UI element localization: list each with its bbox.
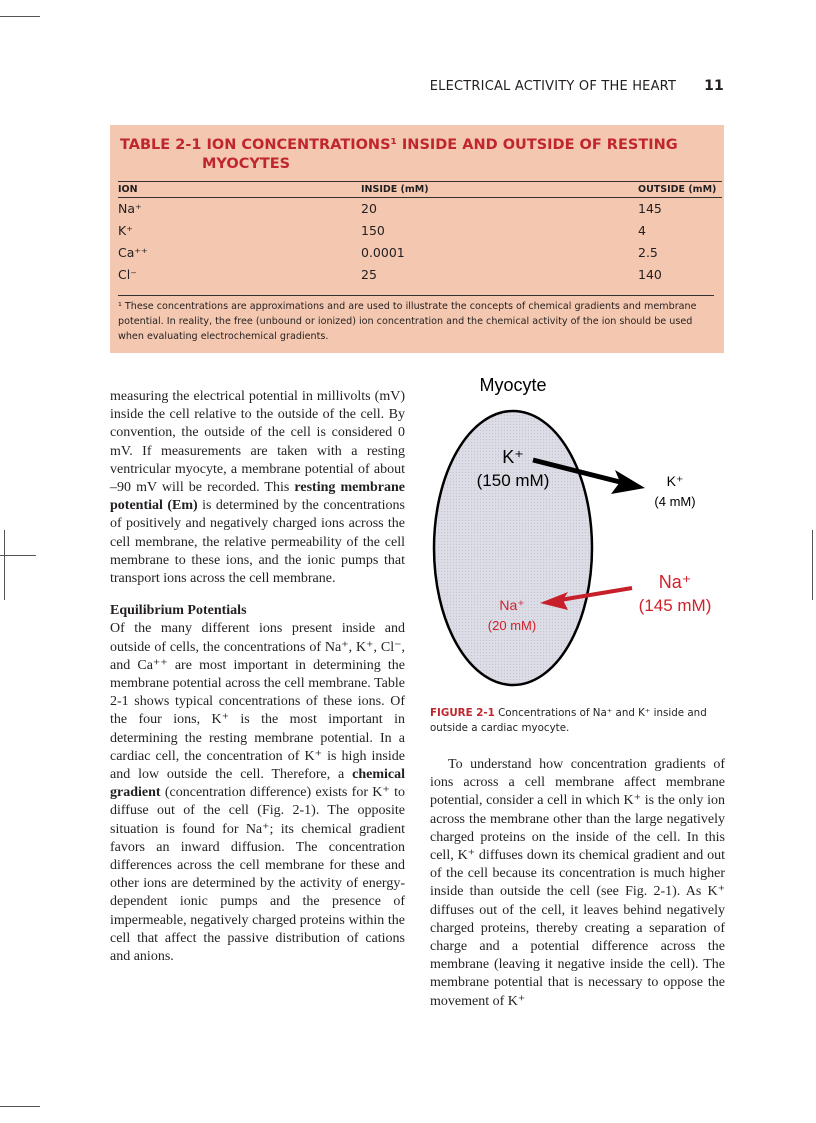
bold-term: chemical gradient bbox=[110, 767, 405, 801]
bold-term: resting membrane potential (Em) bbox=[110, 480, 405, 514]
cell: 150 bbox=[361, 223, 385, 238]
cell: K⁺ bbox=[118, 223, 133, 238]
column-header: ION bbox=[118, 182, 361, 198]
page-number: 11 bbox=[704, 78, 724, 94]
crop-mark bbox=[0, 555, 36, 556]
crop-mark bbox=[0, 1106, 40, 1107]
cell: Cl⁻ bbox=[118, 267, 137, 282]
text: measuring the electrical potential in millivolts (mV) inside the cell relative to the outside of the cell. By convention, the outside of the cell is considered 0 mV. If measurements are taken with a resting ventricular myocyte, a membrane potential of about –90 mV will be recorded. This bbox=[110, 389, 405, 496]
k-outside-label: K⁺ bbox=[666, 473, 684, 489]
k-outside-conc: (4 mM) bbox=[654, 494, 696, 509]
cell: 140 bbox=[638, 267, 662, 282]
table-title-line2: MYOCYTES bbox=[202, 156, 291, 172]
na-inside-label: Na⁺ bbox=[499, 597, 525, 613]
crop-mark bbox=[0, 16, 40, 17]
column-header: OUTSIDE (mM) bbox=[638, 182, 722, 198]
table-row bbox=[118, 220, 722, 242]
ion-concentration-table bbox=[110, 125, 724, 353]
table-row bbox=[118, 242, 722, 264]
table-footnote: ¹ These concentrations are approximations and are used to illustrate the concepts of chemical gradients and membrane potential. In reality, the free (unbound or ionized) ion concentration and the chemical activity of the ion should be used when evaluating electrochemical gradients. bbox=[118, 295, 714, 344]
paragraph bbox=[110, 620, 405, 966]
table-row bbox=[118, 198, 722, 221]
caption-label: FIGURE 2-1 bbox=[430, 707, 495, 719]
paragraph: To understand how concentration gradients of ions across a cell membrane affect membrane potential, consider a cell in which K⁺ is the only ion across the membrane other than the large negatively charged proteins on the inside of the cell. In this cell, K⁺ diffuses down its chemical gradient and out of the cell because its concentration is much higher inside than outside the cell (see Fig. 2-1). As K⁺ diffuses out of the cell, it leaves behind negatively charged proteins, thereby creating a separation of charge and a potential difference across the membrane (leaving it negative inside the cell). The membrane potential that is necessary to oppose the movement of K⁺ bbox=[430, 757, 725, 1009]
left-column bbox=[110, 388, 405, 966]
running-header bbox=[430, 78, 724, 94]
right-column bbox=[430, 756, 725, 1011]
cell: 145 bbox=[638, 201, 662, 216]
section-heading: Equilibrium Potentials bbox=[110, 603, 247, 619]
cell: 25 bbox=[361, 267, 377, 282]
k-inside-conc: (150 mM) bbox=[476, 471, 550, 490]
text: (concentration difference) exists for K⁺ to diffuse out of the cell (Fig. 2-1). The opposite situation is found for Na⁺; its chemical gradient favors an inward diffusion. The concentration differences across the cell membrane for these and other ions are determined by the activity of energy-dependent ionic pumps and the presence of impermeable, negatively charged proteins within the cell that affect the passive distribution of cations and anions. bbox=[110, 785, 405, 965]
cell: 4 bbox=[638, 223, 646, 238]
text: Of the many different ions present inside and outside of cells, the concentrations of Na⁺, K⁺, Cl⁻, and Ca⁺⁺ are most important in determining the membrane potential across the cell membrane. Table 2-1 shows typical concentrations of these ions. Of the four ions, K⁺ is the most important in determining the resting membrane potential. In a cardiac cell, the concentration of K⁺ is high inside and low outside the cell. Therefore, a bbox=[110, 621, 405, 783]
table-title-line1: TABLE 2-1 ION CONCENTRATIONS¹ INSIDE AND OUTSIDE OF RESTING bbox=[120, 137, 678, 153]
crop-mark bbox=[4, 530, 5, 600]
cell: Na⁺ bbox=[118, 201, 142, 216]
column-header: INSIDE (mM) bbox=[361, 182, 638, 198]
na-outside-label: Na⁺ bbox=[658, 572, 692, 592]
running-title: ELECTRICAL ACTIVITY OF THE HEART bbox=[429, 79, 677, 94]
na-outside-conc: (145 mM) bbox=[638, 596, 712, 615]
cell: 20 bbox=[361, 201, 377, 216]
table-title bbox=[120, 136, 710, 174]
table-body bbox=[118, 181, 722, 286]
table-row bbox=[118, 264, 722, 286]
figure-title: Myocyte bbox=[479, 375, 547, 395]
k-inside-label: K⁺ bbox=[502, 447, 524, 467]
na-inside-conc: (20 mM) bbox=[487, 618, 537, 633]
myocyte-figure bbox=[420, 370, 730, 690]
text: is determined by the concentrations of positively and negatively charged ions across the cell membrane, the relative permeability of the cell membrane to these ions, and the ionic pumps that transport ions across the cell membrane. bbox=[110, 498, 405, 587]
cell: 0.0001 bbox=[361, 245, 405, 260]
figure-caption bbox=[430, 706, 726, 736]
cell: 2.5 bbox=[638, 245, 658, 260]
crop-mark bbox=[812, 530, 813, 600]
cell: Ca⁺⁺ bbox=[118, 245, 148, 260]
caption-text: Concentrations of Na⁺ and K⁺ inside and outside a cardiac myocyte. bbox=[430, 707, 707, 734]
paragraph bbox=[110, 388, 405, 588]
